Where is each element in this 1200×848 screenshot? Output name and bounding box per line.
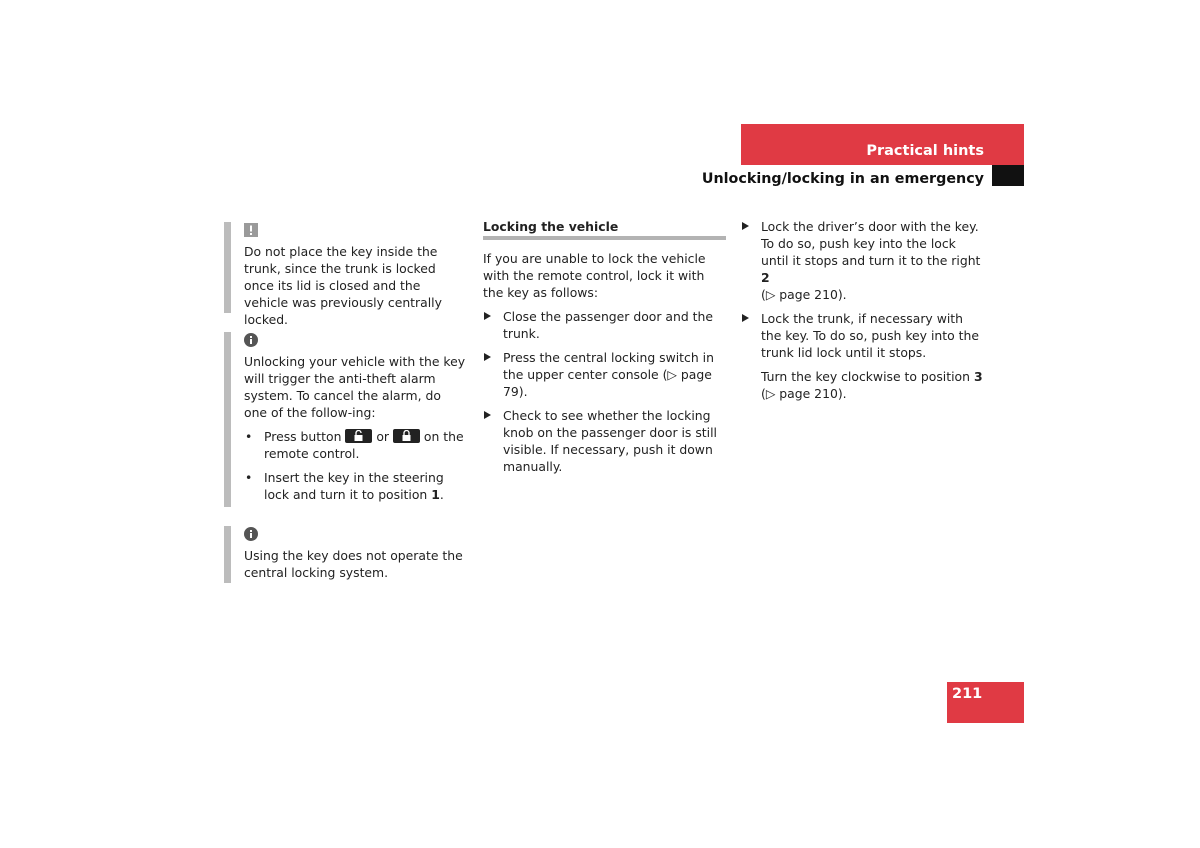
warning-note <box>224 222 466 327</box>
section-tab <box>741 124 1024 165</box>
arrow-icon <box>742 222 749 230</box>
lock-button-icon <box>393 429 420 443</box>
unlock-button-icon <box>345 429 372 443</box>
section-heading: Locking the vehicle <box>483 218 726 240</box>
page-title: Unlocking/locking in an emergency <box>701 171 984 187</box>
step-item: Lock the trunk, if necessary with the key. To do so, push key into the trunk lid lock until it stops. <box>741 310 984 361</box>
step-item: Press the central locking switch in the upper center console (▷ page 79). <box>483 349 726 400</box>
arrow-icon <box>484 411 491 419</box>
warning-icon <box>244 223 466 243</box>
info-icon <box>244 527 466 547</box>
arrow-icon <box>484 312 491 320</box>
info-note-alarm <box>224 332 466 507</box>
page-number: 211 <box>952 686 983 702</box>
step-item: Check to see whether the locking knob on the passenger door is still visible. If necessary, push it down manually. <box>483 407 726 475</box>
locking-steps-continued <box>741 218 984 402</box>
central-locking-text: Using the key does not operate the central locking system. <box>244 548 463 580</box>
info-note-central-locking <box>224 526 466 583</box>
warning-text: Do not place the key inside the trunk, since the trunk is locked once its lid is closed and the vehicle was previously centrally locked. <box>244 244 442 327</box>
list-item: • Insert the key in the steering lock and turn it to position 1. <box>245 470 444 502</box>
step-item: Lock the driver’s door with the key. To do so, push key into the lock until it stops and turn it to the right 2 (▷ page 210). <box>741 218 984 303</box>
intro-text: If you are unable to lock the vehicle with the remote control, lock it with the key as follows: <box>483 251 706 300</box>
header-marker <box>992 165 1024 186</box>
arrow-icon <box>484 353 491 361</box>
page-number-tab <box>947 682 1024 723</box>
arrow-icon <box>742 314 749 322</box>
locking-section <box>483 218 726 475</box>
info-icon <box>244 333 466 353</box>
step-continuation: Turn the key clockwise to position 3 (▷ page 210). <box>761 369 983 401</box>
alarm-text: Unlocking your vehicle with the key will trigger the anti-theft alarm system. To cancel the alarm, do one of the follow-ing: <box>244 354 466 420</box>
bullet-icon: • <box>245 429 253 444</box>
list-item: • Press button or on the remote control. <box>245 429 464 461</box>
step-item: Close the passenger door and the trunk. <box>483 308 726 342</box>
section-title: Practical hints <box>866 143 984 159</box>
bullet-icon: • <box>245 470 253 485</box>
